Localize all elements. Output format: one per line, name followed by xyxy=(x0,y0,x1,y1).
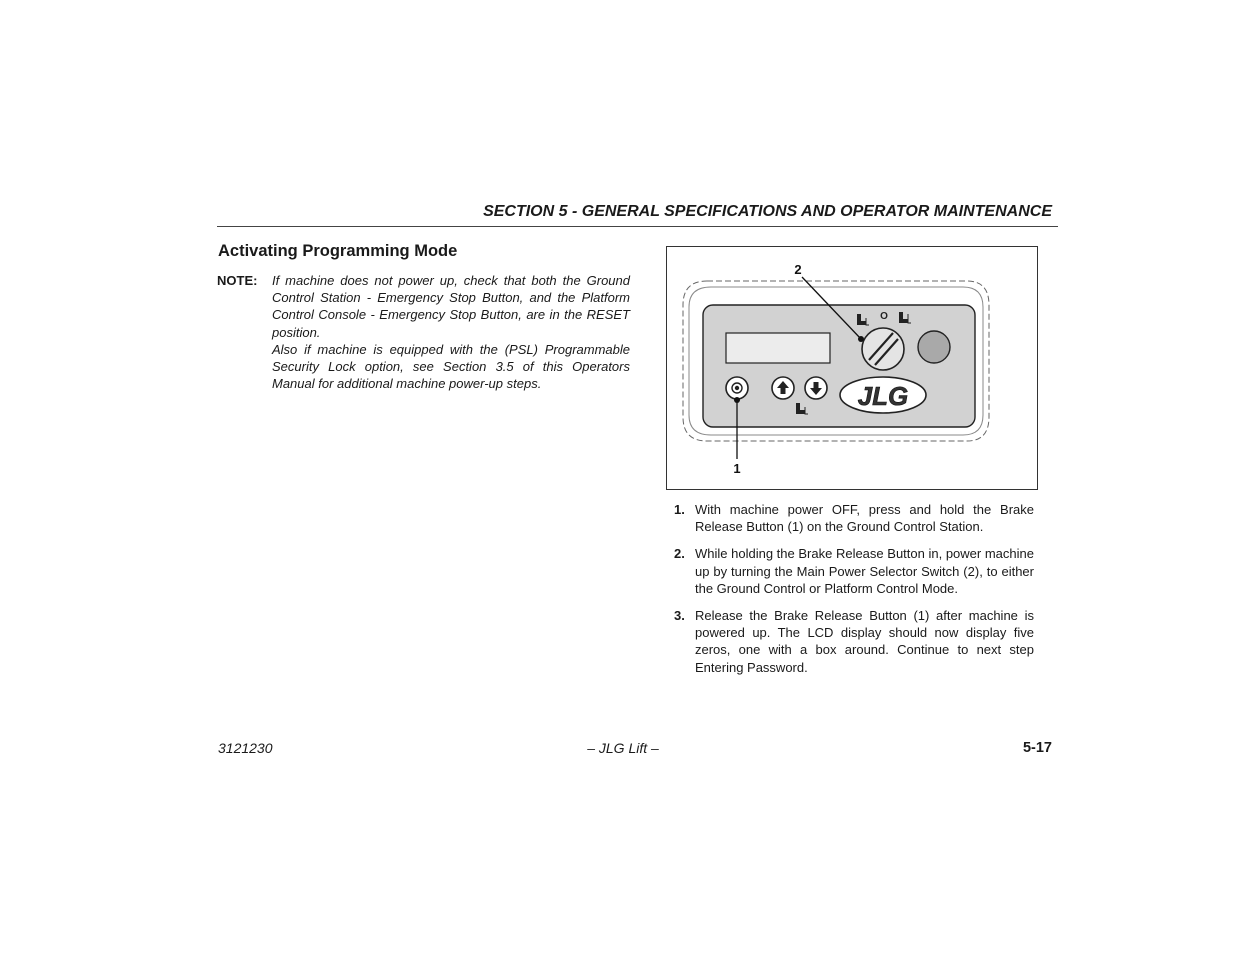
footer-doc-number: 3121230 xyxy=(218,740,273,756)
step-number: 1. xyxy=(674,502,685,517)
off-symbol: O xyxy=(880,311,888,322)
step-text: With machine power OFF, press and hold the Brake Release Button (1) on the Ground Control Station. xyxy=(695,502,1034,535)
callout-2-label: 2 xyxy=(794,262,802,277)
ground-control-panel-figure xyxy=(666,246,1038,490)
main-power-selector-knob xyxy=(862,328,904,370)
round-button xyxy=(918,331,950,363)
note-body xyxy=(272,272,630,392)
footer-page-number: 5-17 xyxy=(1022,740,1052,756)
callout-1-label: 1 xyxy=(733,461,741,476)
step-text: While holding the Brake Release Button in, power machine up by turning the Main Power Selector Switch (2), to either the Ground Control or Platform Control Mode. xyxy=(695,546,1034,596)
jlg-logo: JLG xyxy=(857,381,909,411)
note-paragraph-1: If machine does not power up, check that both the Ground Control Station - Emergency Stop Button, and the Platform Control Console - Emergency Stop Button, are in the RESET position. xyxy=(272,273,630,340)
callout-1-dot xyxy=(734,397,740,403)
panel-plate xyxy=(703,305,975,427)
step-text: Release the Brake Release Button (1) after machine is powered up. The LCD display should now display five zeros, one with a box around. Continue to next step Entering Password. xyxy=(695,608,1034,675)
step-number: 2. xyxy=(674,546,685,562)
procedure-steps xyxy=(674,501,1034,686)
control-panel-illustration xyxy=(667,247,1037,489)
note-label: NOTE: xyxy=(217,273,258,288)
brake-release-dot xyxy=(735,386,739,390)
step-item xyxy=(674,501,1034,535)
step-item xyxy=(674,545,1034,597)
callout-2-dot xyxy=(858,336,864,342)
footer-center-title: – JLG Lift – xyxy=(587,740,659,756)
header-rule xyxy=(217,226,1058,227)
step-number: 3. xyxy=(674,608,685,624)
section-heading: Activating Programming Mode xyxy=(218,242,458,260)
step-item xyxy=(674,607,1034,676)
lcd-display xyxy=(726,333,830,363)
note-block xyxy=(217,272,630,392)
note-paragraph-2: Also if machine is equipped with the (PSL) Programmable Security Lock option, see Section 3.5 of this Operators Manual for additional machine power-up steps. xyxy=(272,341,630,392)
section-header: SECTION 5 - GENERAL SPECIFICATIONS AND OPERATOR MAINTENANCE xyxy=(483,203,1052,220)
